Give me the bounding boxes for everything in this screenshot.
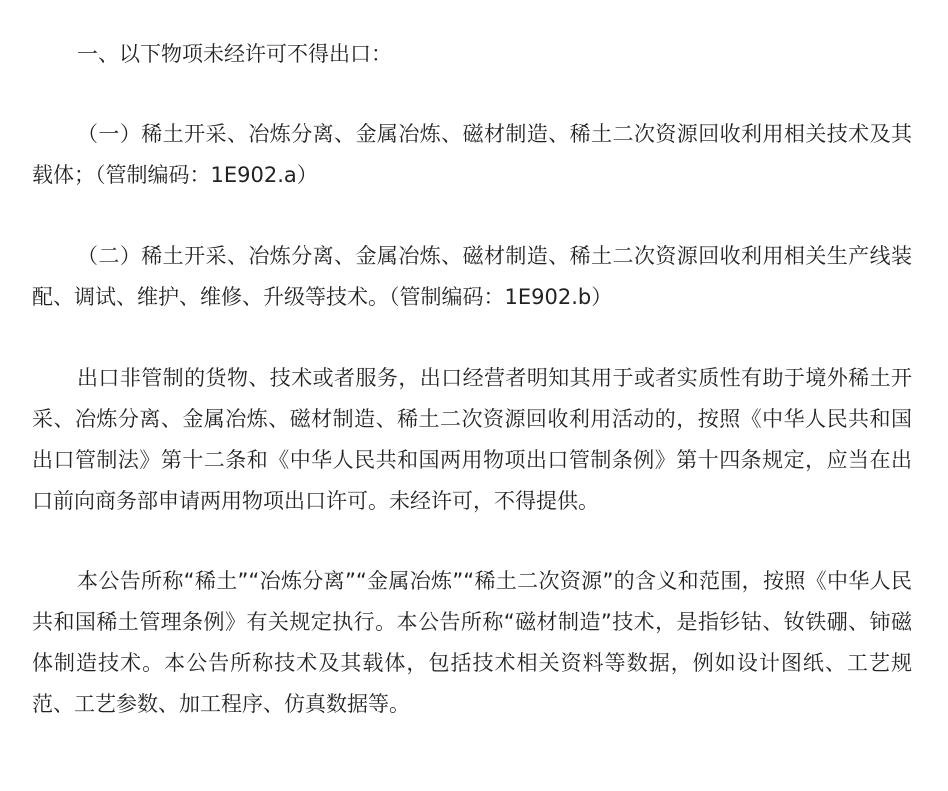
paragraph-license-requirement: 出口非管制的货物、技术或者服务，出口经营者明知其用于或者实质性有助于境外稀土开采、冶炼分离、金属冶炼、磁材制造、稀土二次资源回收利用活动的，按照《中华人民共和国出口管制法》第十二条和《中华人民共和国两用物项出口管制条例》第十四条规定，应当在出口前向商务部申请两用物项出口许可。未经许可，不得提供。	[32, 366, 912, 513]
paragraph-definitions: 本公告所称“稀土”“冶炼分离”“金属冶炼”“稀土二次资源”的含义和范围，按照《中华人民共和国稀土管理条例》有关规定执行。本公告所称“磁材制造”技术，是指钐钴、钕铁硼、铈磁体制造技术。本公告所称技术及其载体，包括技术相关资料等数据，例如设计图纸、工艺规范、工艺参数、加工程序、仿真数据等。	[32, 569, 912, 716]
section-heading: 一、以下物项未经许可不得出口：	[77, 42, 392, 66]
list-item-controlled-technology: （一）稀土开采、冶炼分离、金属冶炼、磁材制造、稀土二次资源回收利用相关技术及其载体；（管制编码：1E902.a）	[32, 122, 912, 187]
list-item-production-line-technology: （二）稀土开采、冶炼分离、金属冶炼、磁材制造、稀土二次资源回收利用相关生产线装配、调试、维护、维修、升级等技术。（管制编码：1E902.b）	[32, 244, 912, 309]
document-body	[32, 34, 912, 725]
